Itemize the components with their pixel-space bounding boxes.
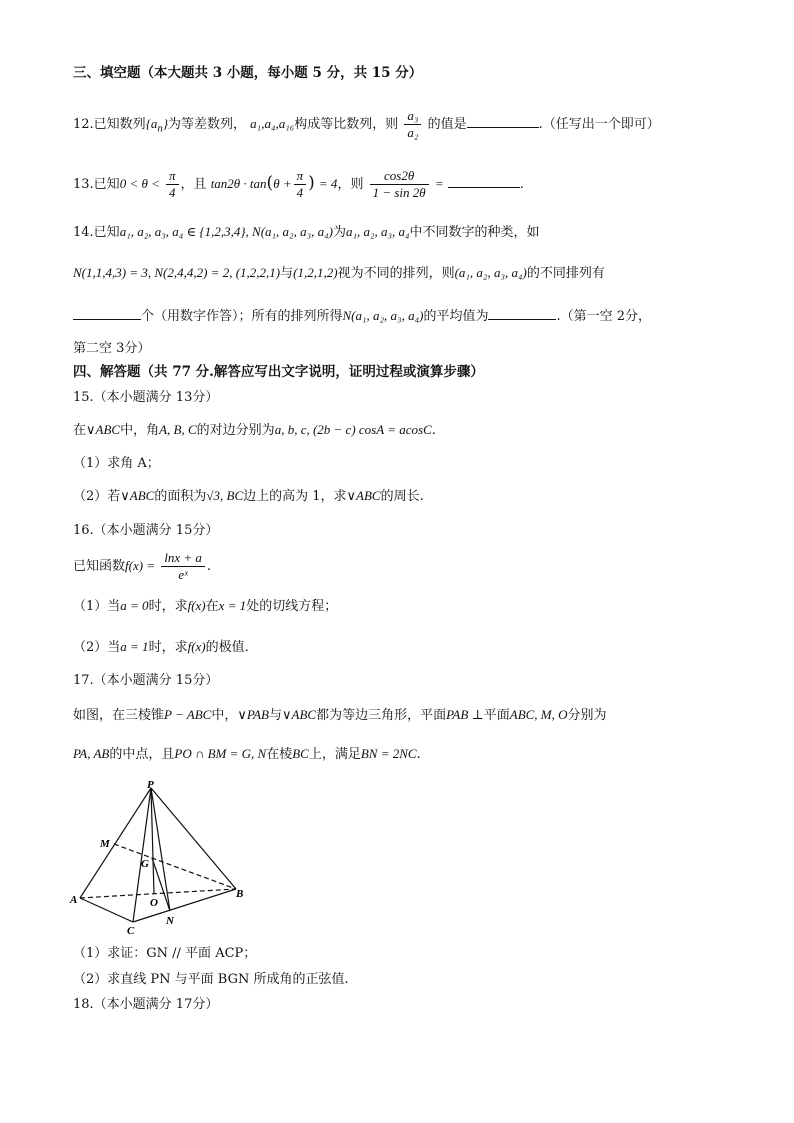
q16-p2-math-1: a = 1 bbox=[120, 639, 149, 654]
q12-terms: a₁,a₄,a₁₆ bbox=[250, 116, 295, 131]
q13-text-2: ，且 bbox=[180, 177, 207, 192]
q13-paren-inner: θ + bbox=[273, 176, 292, 191]
q13-text-1: 13.已知 bbox=[73, 177, 120, 192]
q15-math-3: a, b, c, (2b − c) cosA = acosC bbox=[274, 422, 432, 437]
q15-stem bbox=[73, 421, 436, 440]
q17-math-8: BC bbox=[292, 746, 309, 761]
q17-text-4: 都为等边三角形，平面 bbox=[316, 708, 447, 723]
q15-p2-text-3: 边上的高为 1，求 bbox=[243, 489, 347, 504]
q14-text-2: 为 bbox=[332, 225, 346, 240]
q14-text-9: .（第一空 2分， bbox=[556, 309, 651, 324]
q17-math-5: ABC, M, O bbox=[509, 707, 568, 722]
q12-text-1: 12.已知数列 bbox=[73, 117, 146, 132]
q13-paren-open: ( bbox=[266, 173, 274, 193]
q15-text-2: 中，角 bbox=[120, 423, 160, 438]
q17-title: 17.（本小题满分 15分） bbox=[73, 673, 219, 688]
q13-pi-fraction-2 bbox=[294, 168, 307, 201]
q14-text-4: 与 bbox=[280, 266, 294, 281]
question-14-line-2 bbox=[73, 264, 605, 283]
q13-text-3: ，则 bbox=[337, 177, 364, 192]
q17-math-1: P − ABC bbox=[164, 707, 212, 722]
q14-math-5: (a₁, a₂, a₃, a₄) bbox=[454, 265, 527, 280]
q12-seq bbox=[145, 116, 169, 135]
q17-line-2 bbox=[73, 745, 421, 764]
q14-text-6: 的不同排列有 bbox=[526, 266, 605, 281]
q17-math-2: ∨PAB bbox=[237, 707, 269, 722]
q12-text-4: 的值是 bbox=[427, 117, 467, 132]
q16-p2-math-2: f(x) bbox=[187, 639, 206, 654]
q12-text-5: .（任写出一个即可） bbox=[538, 117, 660, 132]
q16-p2-text-3: 的极值. bbox=[205, 640, 249, 655]
label-O: O bbox=[150, 897, 158, 909]
pyramid-figure bbox=[68, 778, 248, 938]
q17-text-end: . bbox=[416, 747, 421, 762]
label-B: B bbox=[236, 888, 244, 900]
q12-text-3: 构成等比数列，则 bbox=[294, 117, 399, 132]
q16-p1-text-4: 处的切线方程； bbox=[246, 599, 338, 614]
q16-p2-text-2: 时，求 bbox=[148, 640, 188, 655]
q13-paren-close: ) bbox=[308, 173, 315, 193]
q16-stem bbox=[73, 550, 211, 583]
q16-p1-math-2: f(x) bbox=[187, 598, 206, 613]
q14-math-3: N(1,1,4,3) = 3, N(2,4,4,2) = 2, (1,2,2,1) bbox=[73, 265, 281, 280]
q14-text-8: 的平均值为 bbox=[423, 309, 489, 324]
q16-frac-den: eˣ bbox=[178, 567, 188, 582]
q17-text-8: 在棱 bbox=[266, 747, 293, 762]
q13-frac-den: 1 − sin 2θ bbox=[372, 185, 426, 200]
q13-answer-blank[interactable] bbox=[448, 173, 520, 188]
q17-part-2: （2）求直线 PN 与平面 BGN 所成角的正弦值. bbox=[73, 972, 349, 987]
q12-frac-den: a₂ bbox=[407, 125, 419, 140]
q16-fraction bbox=[161, 550, 205, 583]
q13-eq2: = bbox=[434, 176, 444, 191]
q17-line-1 bbox=[73, 706, 607, 725]
q16-frac-num: lnx + a bbox=[161, 550, 205, 567]
question-14-line-3 bbox=[73, 305, 651, 326]
q16-p2-text-1: （2）当 bbox=[73, 640, 121, 655]
q15-title: 15.（本小题满分 13分） bbox=[73, 390, 219, 405]
q17-text-1: 如图，在三棱锥 bbox=[73, 708, 165, 723]
edge-PA bbox=[80, 788, 151, 898]
q15-math-2: A, B, C bbox=[159, 422, 197, 437]
q17-math-4: PAB ⊥ bbox=[446, 707, 484, 722]
q13-frac-num: cos2θ bbox=[370, 168, 429, 185]
q16-part-2 bbox=[73, 638, 249, 657]
q12-frac-num: a₃ bbox=[404, 108, 421, 125]
q14-text-1: 14.已知 bbox=[73, 225, 120, 240]
q13-pi-fraction bbox=[166, 168, 179, 201]
q17-math-6: PA, AB bbox=[73, 746, 110, 761]
label-N: N bbox=[166, 915, 174, 927]
q16-p1-math-1: a = 0 bbox=[120, 598, 149, 613]
q14-answer-blank-1[interactable] bbox=[73, 305, 141, 320]
q13-expr: tan2θ · tan bbox=[210, 176, 267, 191]
q12-answer-blank[interactable] bbox=[467, 113, 539, 128]
q17-math-9: BN = 2NC bbox=[360, 746, 417, 761]
q18-title: 18.（本小题满分 17分） bbox=[73, 997, 219, 1012]
q12-seq-a: {a bbox=[145, 116, 158, 131]
q13-pi-den: 4 bbox=[169, 185, 176, 200]
edge-PC bbox=[133, 788, 151, 922]
q16-fx: f(x) = bbox=[125, 558, 156, 573]
q16-p1-text-3: 在 bbox=[205, 599, 219, 614]
q16-p1-math-3: x = 1 bbox=[218, 598, 247, 613]
question-14-line-1 bbox=[73, 223, 540, 242]
q12-fraction bbox=[404, 108, 421, 141]
q17-text-5: 平面 bbox=[483, 708, 510, 723]
question-13: 13.已知0 < θ < $\frac{\pi}{4}$ ，且 tan2θ · tan(θ + $\frac{\pi}{4}$ ) = 4，则 $\frac{\cos 2\theta}{1 - \sin 2\theta}$ = . bbox=[73, 168, 524, 200]
q15-part-2 bbox=[73, 487, 424, 506]
q17-math-3: ∨ABC bbox=[282, 707, 317, 722]
q15-p2-text-4: 的周长. bbox=[380, 489, 424, 504]
q16-part-1 bbox=[73, 597, 337, 616]
q16-text-end: . bbox=[206, 559, 212, 574]
q14-math-4: (1,2,1,2) bbox=[293, 265, 338, 280]
label-A: A bbox=[70, 894, 78, 906]
q13-pi-num-2: π bbox=[294, 168, 307, 185]
q14-answer-blank-2[interactable] bbox=[488, 305, 556, 320]
q15-part-1: （1）求角 A； bbox=[73, 456, 160, 471]
q17-part-1: （1）求证：GN // 平面 ACP； bbox=[73, 946, 257, 961]
q16-p1-text-2: 时，求 bbox=[148, 599, 188, 614]
label-C: C bbox=[127, 925, 135, 937]
q16-text-1: 已知函数 bbox=[73, 559, 126, 574]
q17-text-7: 的中点，且 bbox=[109, 747, 175, 762]
q15-p2-text-1: （2）若 bbox=[73, 489, 121, 504]
q17-text-2: 中， bbox=[211, 708, 238, 723]
q14-math-6: N(a₁, a₂, a₃, a₄) bbox=[342, 308, 424, 323]
q15-p2-math-2: √3, BC bbox=[206, 488, 244, 503]
q13-fraction bbox=[370, 168, 429, 201]
q14-math-2: a₁, a₂, a₃, a₄ bbox=[345, 224, 410, 239]
q13-pi-num: π bbox=[166, 168, 179, 185]
q15-math-1: ∨ABC bbox=[86, 422, 121, 437]
section-3-heading: 三、填空题（本大题共 3 小题，每小题 5 分，共 15 分） bbox=[73, 65, 423, 81]
label-M: M bbox=[100, 838, 110, 850]
q16-p1-text-1: （1）当 bbox=[73, 599, 121, 614]
q17-math-7: PO ∩ BM = G, N bbox=[174, 746, 267, 761]
q14-text-3: 中不同数字的种类，如 bbox=[409, 225, 540, 240]
q14-math-1: a₁, a₂, a₃, a₄ ∈ {1,2,3,4}, N(a₁, a₂, a₃, a₄) bbox=[119, 224, 333, 239]
question-14-line-4: 第二空 3分） bbox=[73, 341, 151, 356]
q13-eq: = 4 bbox=[318, 176, 338, 191]
q15-p2-math-1: ∨ABC bbox=[120, 488, 155, 503]
q17-text-3: 与 bbox=[269, 708, 283, 723]
label-G: G bbox=[141, 858, 149, 870]
q15-text-1: 在 bbox=[73, 423, 87, 438]
label-P: P bbox=[147, 779, 154, 791]
q15-p2-text-2: 的面积为 bbox=[154, 489, 207, 504]
q13-range: 0 < θ < bbox=[119, 176, 160, 191]
q14-text-7: 个（用数字作答）；所有的排列所得 bbox=[141, 309, 343, 324]
q17-text-6: 分别为 bbox=[567, 708, 607, 723]
q12-seq-close: } bbox=[162, 116, 169, 131]
q15-text-end: . bbox=[431, 423, 436, 438]
question-12 bbox=[73, 108, 660, 141]
edge-AC bbox=[80, 898, 133, 922]
q17-text-9: 上，满足 bbox=[308, 747, 361, 762]
q12-seq-sub: n bbox=[157, 122, 163, 135]
q16-title: 16.（本小题满分 15分） bbox=[73, 523, 219, 538]
q14-text-5: 视为不同的排列，则 bbox=[337, 266, 455, 281]
q15-text-3: 的对边分别为 bbox=[196, 423, 275, 438]
section-4-heading: 四、解答题（共 77 分.解答应写出文字说明，证明过程或演算步骤） bbox=[73, 364, 484, 380]
q13-pi-den-2: 4 bbox=[296, 185, 304, 200]
q12-text-2: 为等差数列， bbox=[168, 117, 247, 132]
q15-p2-math-3: ∨ABC bbox=[346, 488, 381, 503]
